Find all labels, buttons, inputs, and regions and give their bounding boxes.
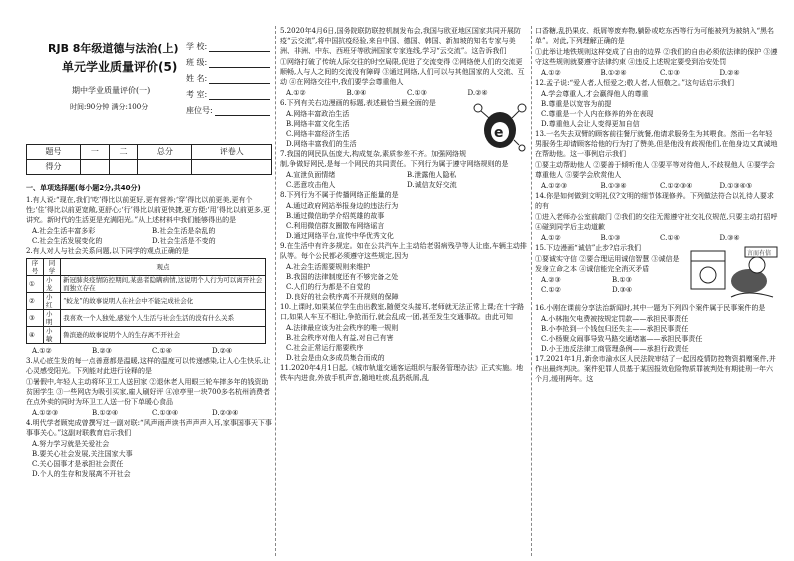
question-6: 6.下列有关右边漫画的标题,表述最恰当最全面的是 [280, 99, 436, 107]
question-8: 8.下列行为不属于传播网络正能量的是 [280, 191, 399, 199]
score-cell: 总分 [138, 145, 192, 160]
score-cell: 题号 [27, 145, 81, 160]
option: B.①②④ [600, 69, 627, 77]
option: B.通过微信助学介绍英雄的故事 [286, 212, 385, 220]
option: B.社会秩序对他人有益,对自己有害 [286, 334, 394, 342]
option: C.①② [541, 286, 561, 294]
network-cartoon-illustration [472, 100, 528, 154]
paper-title: 单元学业质量评价(5) [62, 60, 178, 74]
option: D.②③④ [212, 409, 239, 417]
option: A.法律最应该为社会秩序的唯一规则 [286, 324, 399, 332]
option: D.社会是由众多成员集合而成的 [286, 354, 385, 362]
question-10: 10.上课时,如果某位学生由出教室,随便交头接耳,老师就无法正常上课;在十字路口,如果人车互不相让,争抢而行,就会乱成一团,甚至发生交通事故。由此可知 [280, 303, 525, 321]
option: D.小王违反法律工商管理条例——承担行政责任 [541, 345, 689, 353]
option: A.网络丰富政治生活 [286, 110, 350, 118]
table-header: 观点 [61, 259, 266, 276]
option: D.②④ [212, 347, 233, 355]
question-13: 13.一名失去双臂的顾客前往餐厅就餐,他请求服务生为其喂食。然而一名年轻男服务生却请顾客给他的行为打了赞美,但是他没有歧视他们,在他身边又真诚地在帮助他。这一事例启示我们 [535, 130, 778, 158]
option: C.恶意攻击他人 [286, 181, 336, 189]
column-divider [531, 26, 532, 556]
stage-title: 期中学业质量评价(一) [72, 86, 151, 95]
option: B.③④ [346, 89, 367, 97]
option: B.①②④ [92, 409, 119, 417]
option: D.尊重他人会让人变得更加自信 [541, 120, 640, 128]
table-cell: 小明 [44, 310, 61, 327]
options-q9 [280, 262, 528, 302]
question-11: 11.2020年4月1日起,《城市轨道交通客运组织与服务管理办法》正式实施。地铁车内进食,外放手机声音,随地吐痰,乱扔纸屑,乱 [280, 364, 524, 382]
column-2 [280, 26, 528, 556]
option: D.个人的生存和发展离不开社会 [32, 470, 131, 478]
question-2: 2.有人对人与社会关系问题,以下同学的观点正确的是 [26, 247, 189, 255]
table-cell: ④ [27, 327, 44, 344]
option: C.人们的行为都是不自觉的 [286, 283, 371, 291]
question-5-body: ①网络打破了传统人际交往的时空局限,促进了交流变得 ②网络使人们的交流更顺畅,人与人之间的交流没有障碍 ③通过网络,人们可以与其他国家的人交流、互动 ④在网络交往中,我们要学会尊重他人 [280, 58, 525, 86]
table-cell: ② [27, 293, 44, 310]
options-q1 [26, 226, 272, 246]
question-15: 15.下边漫画“诚信”止步?启示我们 [535, 244, 642, 252]
option: B.②③ [92, 347, 112, 355]
option: C.利用微信群友圈散布网络谣言 [286, 222, 385, 230]
option: A.①②③ [32, 409, 59, 417]
question-1: 1.有人说:“现在,我们‘吃’得比以前更好,更有营养;‘穿’得比以前更美,更有个性;‘住’得比以前更宽敞,更舒心;‘行’得比以前更快捷,更方便;‘用’得比以前更多,更讲究。新时代的生活更是充满阳光。”从上述材料中我们能够得出的是 [26, 196, 271, 224]
question-9: 9.在生活中有许多规定。如在公共汽车上主动给老弱病残孕等人让座,车辆主动排队等。每个公民都必须遵守这些规定,因为 [280, 242, 527, 260]
option: D.良好的社会秩序离不开规则的保障 [286, 293, 399, 301]
table-cell: 小龙 [44, 276, 61, 293]
option: B.泄露他人隐私 [407, 171, 457, 179]
option: B.①③ [612, 276, 632, 284]
option: C.①②③④ [660, 182, 693, 190]
score-cell[interactable] [192, 160, 272, 175]
option: C.关心国事才是承担社会责任 [32, 460, 124, 468]
option: A.通过政府网站举报身边的违法行为 [286, 202, 399, 210]
option: A.①② [32, 347, 52, 355]
options-q7 [280, 170, 528, 190]
field-class[interactable]: 班 级: [186, 52, 270, 68]
option: D.①③④⑤ [719, 182, 753, 190]
options-q13 [535, 181, 779, 191]
options-q12 [535, 89, 779, 129]
option: D.③④ [719, 234, 740, 242]
score-cell[interactable] [138, 160, 192, 175]
table-cell: 鲁滨逊的故事说明个人的生存离不开社会 [61, 327, 266, 344]
option: C.①③ [660, 69, 680, 77]
question-7: 7.我国的网民队伍庞大,构成复杂,素质参差不齐。加强网络规制,争做好网民,是每一个网民的共同责任。下列行为属于遵守网络规则的是 [280, 150, 509, 168]
option: B.我国的法律制度还有不够完备之处 [286, 273, 399, 281]
options-q15 [535, 275, 683, 295]
option: A.①② [541, 234, 561, 242]
option: C.社会正常运行需要秩序 [286, 344, 364, 352]
series-title: RJB 8年级道德与法治(上) [48, 42, 179, 55]
option: D.网络丰富我们的生活 [286, 140, 357, 148]
option: B.①③④ [600, 182, 627, 190]
score-cell: 得分 [27, 160, 81, 175]
question-16: 16.小刚在课前分享法治新闻时,其中一题为下列四个案件属于民事案件的是 [535, 304, 766, 312]
option: B.小李抢到一个钱包归还失主——承担民事责任 [541, 325, 689, 333]
field-name[interactable]: 姓 名: [186, 68, 270, 84]
option: C.①④ [152, 347, 172, 355]
score-cell: 一 [81, 145, 110, 160]
option: D.诚信友好交流 [407, 181, 457, 189]
score-cell[interactable] [81, 160, 110, 175]
question-15-body: ①要诚实守信 ②要合理运用诚信智慧 ③诚信是发身立命之本 ④诚信能完全消灭矛盾 [535, 255, 680, 273]
option: A.社会生活丰富多彩 [32, 227, 96, 235]
option: B.尊重是以宽容为前提 [541, 100, 612, 108]
options-q14 [535, 233, 779, 243]
options-q10 [280, 323, 528, 363]
table-cell: 小敏 [44, 327, 61, 344]
option: A.①② [286, 89, 306, 97]
option: C.①③ [407, 89, 427, 97]
question-4: 4.明代学者顾宪成曾撰写过一副对联:“风声雨声读书声声声入耳,家事国事天下事事事关心。”这副对联教育启示我们 [26, 419, 272, 437]
option: B.社会生活是杂乱的 [152, 227, 216, 235]
cartoon-caption: 言而有信 [747, 250, 772, 257]
question-13-body: ①要主动帮助他人 ②要善于倾听他人 ③要平等对待他人,不歧视他人 ④要学会尊重他人 ⑤要学会欣赏他人 [535, 161, 775, 179]
option: C.小杨聚众闹事导致马路交通堵塞——承担民事责任 [541, 335, 703, 343]
table-cell: 我喜欢一个人独处,感觉个人生活与社会生活的没有什么关系 [61, 310, 266, 327]
question-11-body: ①此举让地铁规则这样变成了自由的边界 ②我们的自由必须依法律的保护 ③遵守这些规则就要遵守法律约束 ④违反上述规定要受到治安处罚 [535, 48, 778, 66]
option: D.③④ [612, 286, 633, 294]
option: D.通过网络平台,宣传中华优秀文化 [286, 232, 394, 240]
option: A.宣泄负面情绪 [286, 171, 336, 179]
option: B.①③ [600, 234, 621, 242]
option: C.①③④ [152, 409, 179, 417]
option: C.网络丰富经济生活 [286, 130, 350, 138]
option: B.网络丰富文化生活 [286, 120, 350, 128]
option: C.①④ [660, 234, 680, 242]
question-14: 14.你是如何做到文明礼仪?文明的细节体现修养。下列做法符合以礼待人要求的有 [535, 192, 774, 210]
options-q3 [26, 408, 272, 418]
column-divider [275, 26, 276, 556]
option: A.学会尊重人,才会赢得他人的尊重 [541, 90, 649, 98]
time-score: 时间:90分钟 满分:100分 [70, 103, 149, 111]
student-info-fields [186, 36, 270, 116]
options-q8 [280, 201, 528, 241]
options-q16 [535, 314, 779, 354]
table-header: 序号 [27, 259, 44, 276]
question-3-body: ①暑假中,年轻人主动将环卫工人送回家 ②退休老人用眼三轮车摔多年的钱资助贫困学生 ③一些网店为吸引买家,雇人刷好评 ④凉亭里一块700多名杭州消费者在点外卖的同时为环卫工人送一份下单暖心食品 [26, 378, 271, 406]
question-15-block [535, 243, 779, 303]
options-q2 [26, 346, 272, 356]
option: D.②④ [467, 89, 488, 97]
score-cell[interactable] [109, 160, 138, 175]
question-3: 3.从心底生发的每一点善意都是温暖,这样的温度可以传递感染,让人心生快乐,让心灵感受阳光。下列能对此进行诠释的是 [26, 357, 271, 375]
options-q11 [535, 68, 779, 78]
option: D.②④ [719, 69, 740, 77]
option: D.社会生活是不变的 [152, 237, 216, 245]
table-cell: ③ [27, 310, 44, 327]
section-heading: 一、单项选择题(每小题2分,共40分) [26, 184, 141, 192]
question-17: 17.2021年1月,新余市渝水区人民法院审结了一起因疫情防控物资捐赠案件,并作出最终判决。案件犯罪人员基于某因报效危险物质罪被判处有期徒刑一年六个月,缓刑两年。这 [535, 355, 776, 383]
score-cell: 二 [109, 145, 138, 160]
exam-header [26, 26, 272, 144]
field-exam-room[interactable]: 考 室: [186, 84, 270, 100]
option: A.①② [541, 69, 561, 77]
option: A.社会生活需要规则来维护 [286, 263, 371, 271]
column-1 [26, 26, 272, 556]
question-11-continued: 口香糖,乱扔果皮、纸屑等废弃物,躺卧或吃东西等行为可能被列为被纳入“黑名单”。对此,下列理解正确的是 [535, 27, 775, 45]
options-q4 [26, 439, 272, 479]
table-cell: “蛟龙”的故事说明人在社会中不能完成社会化 [61, 293, 266, 310]
option: A.小林拖欠电费被按规定罚款——承担民事责任 [541, 315, 689, 323]
score-table [26, 144, 272, 175]
option: B.要关心社会发展,关注国家大事 [32, 450, 133, 458]
svg-text:e: e [494, 125, 504, 141]
option: A.努力学习就是关爱社会 [32, 440, 110, 448]
question-5: 5.2020年4月6日,国务院联防联控机制发布会,我国与欧亚地区国家共同开展防疫“云交流”,将中国抗疫经验,来自中国、德国、韩国、新加坡的知名专家与美洲、非洲、中东、西班牙等欧洲国家专家连线,学习“云交流”。这告诉我们 [280, 27, 521, 55]
integrity-cartoon-illustration [687, 245, 779, 303]
table-cell: 新冠肺炎疫情防控期间,某患者隐瞒病情,这说明个人行为可以离开社会而独立存在 [61, 276, 266, 293]
question-14-body: ①进入老师办公室前敲门 ②我们的交往无需遵守社交礼仪规范,只要主动打招呼 ④碰到同学后主动道歉 [535, 213, 778, 231]
column-3 [535, 26, 779, 556]
field-school[interactable]: 学 校: [186, 36, 270, 52]
score-cell: 评卷人 [192, 145, 272, 160]
options-q5 [280, 88, 528, 98]
table-cell: ① [27, 276, 44, 293]
option: A.①②③ [541, 182, 568, 190]
option: C.社会生活发展变化的 [32, 237, 103, 245]
views-table [26, 258, 266, 344]
field-seat-number[interactable]: 座位号: [186, 100, 270, 116]
option: A.②③ [541, 276, 561, 284]
question-12: 12.孟子说:“爱人者,人恒爱之;敬人者,人恒敬之。”这句话启示我们 [535, 79, 734, 87]
table-cell: 小红 [44, 293, 61, 310]
option: C.尊重是一个人内在修养的外在表现 [541, 110, 654, 118]
table-header: 同学 [44, 259, 61, 276]
